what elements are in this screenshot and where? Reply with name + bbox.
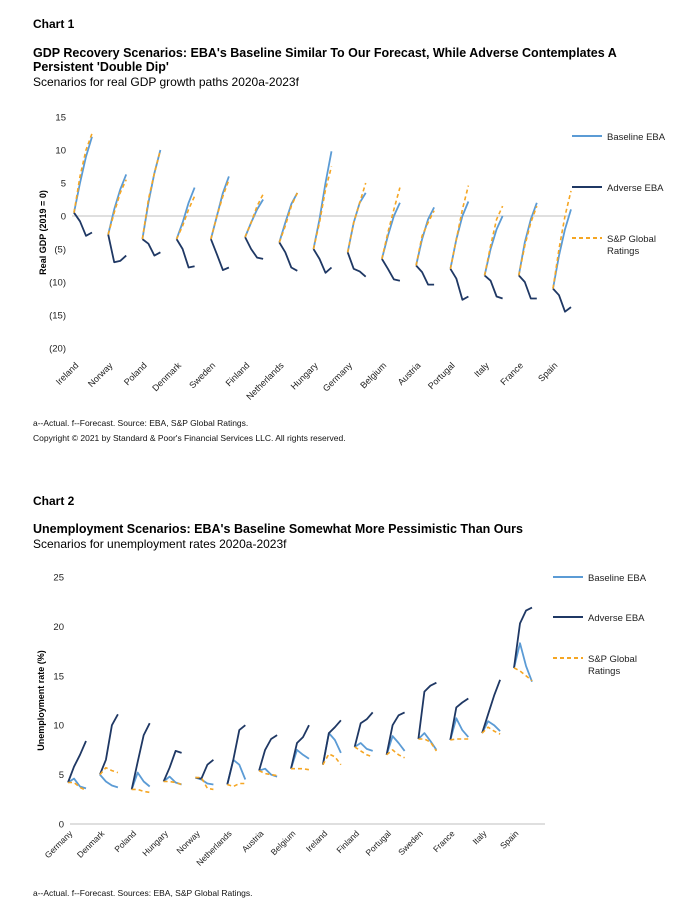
category-label: Austria bbox=[395, 360, 423, 388]
legend-label: Baseline EBA bbox=[588, 573, 647, 584]
series-line bbox=[211, 239, 229, 270]
category-label: Netherlands bbox=[194, 828, 234, 868]
legend-label: S&P Global bbox=[607, 234, 656, 245]
series-line bbox=[279, 193, 297, 243]
category-label: Ireland bbox=[53, 360, 81, 387]
y-tick-label: 15 bbox=[55, 112, 66, 124]
series-line bbox=[485, 216, 503, 275]
series-line bbox=[418, 733, 436, 750]
chart2-label: Chart 2 bbox=[33, 494, 75, 508]
series-line bbox=[348, 193, 366, 252]
y-tick-label: 0 bbox=[58, 819, 64, 831]
chart1-label: Chart 1 bbox=[33, 17, 75, 31]
legend-label: Baseline EBA bbox=[607, 132, 666, 143]
series-line bbox=[323, 754, 341, 765]
series-line bbox=[100, 714, 118, 774]
series-line bbox=[195, 760, 213, 779]
category-label: Ireland bbox=[303, 828, 330, 854]
series-line bbox=[227, 784, 245, 787]
series-line bbox=[355, 712, 373, 747]
series-line bbox=[211, 180, 229, 239]
legend-label: Adverse EBA bbox=[588, 613, 645, 624]
category-label: Italy bbox=[470, 828, 489, 847]
y-tick-label: (10) bbox=[49, 277, 66, 289]
series-line bbox=[323, 720, 341, 764]
category-label: France bbox=[498, 360, 526, 388]
y-tick-label: 5 bbox=[58, 770, 64, 782]
y-tick-label: (20) bbox=[49, 343, 66, 355]
chart1-source-note: a--Actual. f--Forecast. Source: EBA, S&P Global Ratings. bbox=[33, 418, 249, 428]
series-line bbox=[164, 751, 182, 782]
series-line bbox=[132, 723, 150, 789]
chart2-source-note: a--Actual. f--Forecast. Sources: EBA, S&P Global Ratings. bbox=[33, 888, 253, 898]
chart1-plot bbox=[0, 100, 700, 418]
y-tick-label: 5 bbox=[60, 178, 66, 190]
series-line bbox=[279, 242, 297, 270]
series-line bbox=[108, 235, 126, 263]
y-tick-label: 20 bbox=[53, 621, 64, 633]
category-label: Denmark bbox=[74, 828, 107, 860]
series-line bbox=[553, 209, 571, 288]
series-line bbox=[68, 779, 86, 789]
legend-label: Ratings bbox=[607, 246, 640, 257]
series-line bbox=[348, 183, 366, 252]
series-line bbox=[355, 747, 373, 757]
series-line bbox=[387, 750, 405, 758]
legend-label: S&P Global bbox=[588, 654, 637, 665]
series-line bbox=[108, 180, 126, 235]
chart1-copyright: Copyright © 2021 by Standard & Poor's Financial Services LLC. All rights reserved. bbox=[33, 433, 346, 443]
y-tick-label: 10 bbox=[53, 720, 64, 732]
series-line bbox=[482, 680, 500, 733]
category-label: Austria bbox=[239, 828, 266, 855]
category-label: Finland bbox=[223, 360, 252, 389]
series-line bbox=[177, 239, 195, 267]
category-label: Spain bbox=[536, 360, 560, 384]
y-tick-label: (15) bbox=[49, 310, 66, 322]
category-label: Belgium bbox=[358, 360, 389, 391]
category-label: Finland bbox=[334, 828, 362, 856]
series-line bbox=[227, 725, 245, 784]
series-line bbox=[355, 743, 373, 751]
y-tick-label: 25 bbox=[53, 572, 64, 584]
category-label: Sweden bbox=[396, 828, 425, 858]
series-line bbox=[245, 200, 263, 238]
y-tick-label: 10 bbox=[55, 145, 66, 157]
category-label: Denmark bbox=[150, 360, 184, 394]
category-label: Netherlands bbox=[244, 360, 286, 402]
category-label: Hungary bbox=[140, 828, 170, 859]
series-line bbox=[259, 735, 277, 771]
series-line bbox=[68, 741, 86, 783]
series-line bbox=[164, 782, 182, 785]
series-line bbox=[418, 683, 436, 739]
y-tick-label: (5) bbox=[54, 244, 66, 256]
chart1-title: GDP Recovery Scenarios: EBA's Baseline Similar To Our Forecast, While Adverse Contemplates A Persistent 'Double Dip' bbox=[33, 46, 617, 74]
chart2-subtitle: Scenarios for unemployment rates 2020a-2023f bbox=[33, 537, 287, 551]
series-line bbox=[291, 769, 309, 770]
category-label: Poland bbox=[121, 360, 149, 388]
legend-label: Adverse EBA bbox=[607, 183, 664, 194]
series-line bbox=[553, 289, 571, 312]
category-label: Spain bbox=[497, 828, 521, 851]
category-label: Hungary bbox=[288, 360, 320, 392]
category-label: Norway bbox=[174, 828, 202, 856]
y-axis-title: Real GDP (2019 = 0) bbox=[38, 190, 48, 275]
series-line bbox=[132, 789, 150, 792]
legend-label: Ratings bbox=[588, 666, 621, 677]
series-line bbox=[382, 259, 400, 281]
chart2-plot bbox=[0, 560, 700, 880]
category-label: Belgium bbox=[268, 828, 298, 858]
category-label: Italy bbox=[472, 360, 491, 380]
y-tick-label: 0 bbox=[60, 211, 66, 223]
category-label: Portugal bbox=[425, 360, 457, 392]
series-line bbox=[450, 269, 468, 300]
category-label: Germany bbox=[320, 360, 355, 394]
y-tick-label: 15 bbox=[53, 671, 64, 683]
category-label: Norway bbox=[85, 360, 115, 389]
series-line bbox=[245, 237, 263, 259]
series-line bbox=[485, 275, 503, 298]
chart1-subtitle: Scenarios for real GDP growth paths 2020a-2023f bbox=[33, 75, 299, 89]
y-axis-title: Unemployment rate (%) bbox=[36, 650, 46, 751]
series-line bbox=[142, 239, 160, 256]
series-line bbox=[416, 266, 434, 285]
category-label: Germany bbox=[42, 828, 75, 861]
category-label: Portugal bbox=[363, 828, 393, 858]
chart2-title: Unemployment Scenarios: EBA's Baseline Somewhat More Pessimistic Than Ours bbox=[33, 522, 523, 536]
series-line bbox=[450, 739, 468, 740]
category-label: France bbox=[430, 828, 457, 855]
series-line bbox=[348, 252, 366, 276]
series-line bbox=[314, 249, 332, 273]
category-label: Sweden bbox=[187, 360, 218, 391]
series-line bbox=[519, 275, 537, 298]
series-line bbox=[100, 775, 118, 788]
category-label: Poland bbox=[112, 828, 139, 855]
series-line bbox=[74, 137, 92, 213]
